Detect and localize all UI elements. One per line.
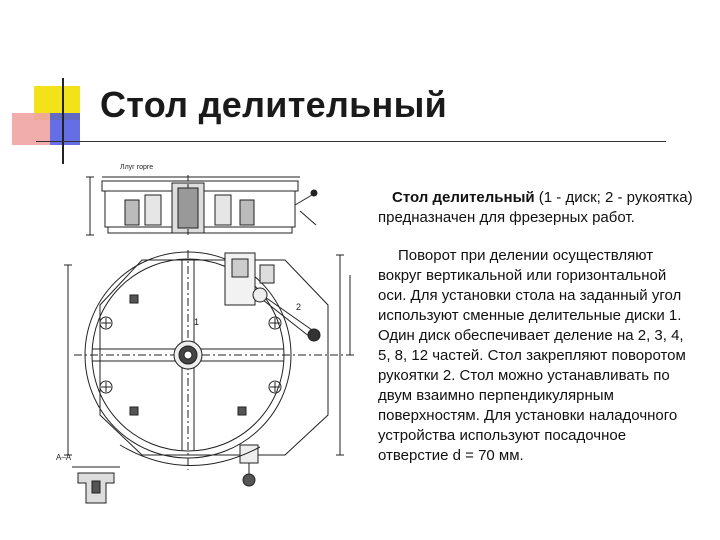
section-label: А–А xyxy=(56,453,72,462)
decor-vertical-line xyxy=(62,78,64,164)
technical-drawing xyxy=(50,155,375,525)
drawing-top-label: Ллуг горге xyxy=(120,164,154,171)
paragraph-2: Поворот при делении осуществляют вокруг вертикальной или горизонтальной оси. Для установки стола на заданный угол используют сменные делительные диски 1. Один диск обеспечивает деление на 2, 3, 4, 5, 8, 12 частей. Стол закрепляют поворотом рукоятки 2. Стол можно устанавливать по двум взаимно перпендикулярным поверхностям. Для установки наладочного устройства используют посадочное отверстие d = 70 мм. xyxy=(378,247,686,464)
callout-2: 2 xyxy=(296,302,302,312)
paragraph-1 xyxy=(378,188,698,228)
title-underline xyxy=(36,141,666,142)
paragraph-1-rest: (1 - диск; 2 - рукоятка) предназначен для фрезерных работ. xyxy=(378,189,693,226)
body-text xyxy=(378,188,698,466)
slide-title: Стол делительный xyxy=(100,84,448,125)
paragraph-1-term: Стол делительный xyxy=(392,189,535,206)
section-view-top xyxy=(86,175,317,237)
callout-1: 1 xyxy=(194,317,200,327)
plan-view xyxy=(64,250,355,486)
section-detail xyxy=(72,467,120,503)
